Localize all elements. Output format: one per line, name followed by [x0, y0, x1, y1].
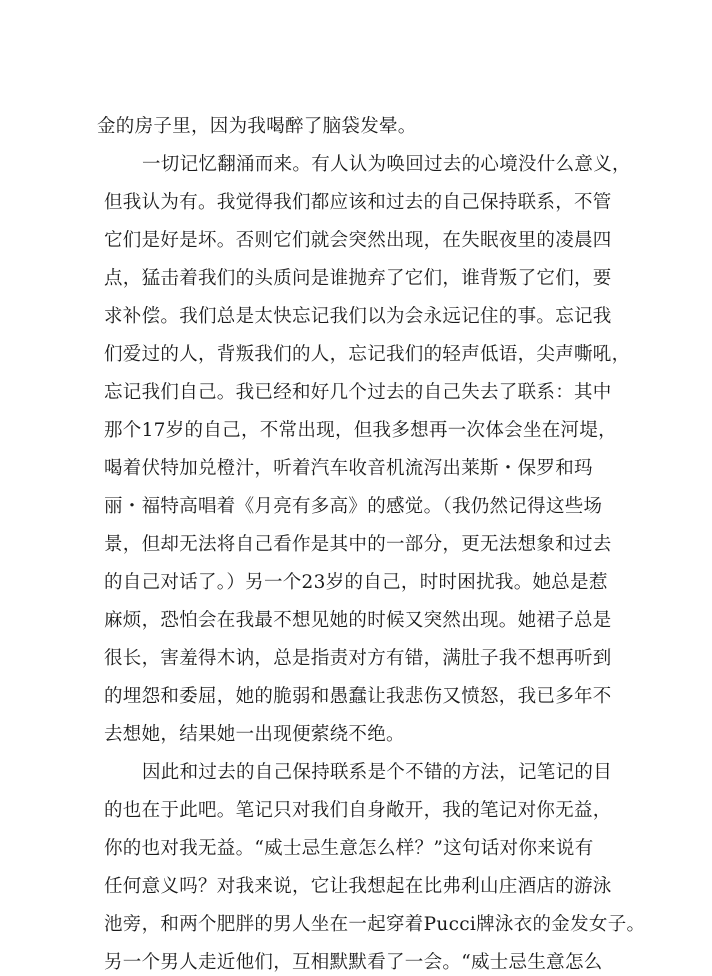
text-line: 一切记忆翻涌而来。有人认为唤回过去的心境没什么意义，	[142, 154, 631, 175]
text-line: 任何意义吗？对我来说，它让我想起在比弗利山庄酒店的游泳	[104, 876, 612, 897]
text-line: 另一个男人走近他们，互相默默看了一会。“威士忌生意怎么	[104, 952, 603, 973]
text-line: 景，但却无法将自己看作是其中的一部分，更无法想象和过去	[104, 534, 612, 555]
text-line: 你的也对我无益。“威士忌生意怎么样？”这句话对你来说有	[104, 838, 594, 859]
text-line: 那个17岁的自己，不常出现，但我多想再一次体会坐在河堤，	[104, 420, 617, 441]
text-line: 忘记我们自己。我已经和好几个过去的自己失去了联系：其中	[104, 382, 612, 403]
text-line: 的自己对话了。）另一个23岁的自己，时时困扰我。她总是惹	[104, 572, 608, 593]
text-line: 因此和过去的自己保持联系是个不错的方法，记笔记的目	[142, 762, 613, 783]
text-line: 它们是好是坏。否则它们就会突然出现，在失眠夜里的凌晨四	[104, 230, 612, 251]
text-line: 去想她，结果她一出现便萦绕不绝。	[104, 724, 405, 745]
text-line: 但我认为有。我觉得我们都应该和过去的自己保持联系，不管	[104, 192, 612, 213]
text-line: 喝着伏特加兑橙汁，听着汽车收音机流泻出莱斯・保罗和玛	[104, 458, 593, 479]
text-line: 丽・福特高唱着《月亮有多高》的感觉。（我仍然记得这些场	[104, 496, 603, 517]
text-line: 求补偿。我们总是太快忘记我们以为会永远记住的事。忘记我	[104, 306, 612, 327]
text-line: 麻烦，恐怕会在我最不想见她的时候又突然出现。她裙子总是	[104, 610, 612, 631]
text-line: 们爱过的人，背叛我们的人，忘记我们的轻声低语，尖声嘶吼，	[104, 344, 631, 365]
text-line: 的埋怨和委屈，她的脆弱和愚蠢让我悲伤又愤怒，我已多年不	[104, 686, 612, 707]
text-line: 的也在于此吧。笔记只对我们自身敞开，我的笔记对你无益，	[104, 800, 612, 821]
text-line: 金的房子里，因为我喝醉了脑袋发晕。	[97, 116, 417, 137]
text-line: 池旁，和两个肥胖的男人坐在一起穿着Pucci牌泳衣的金发女子。	[104, 914, 646, 935]
text-line: 点，猛击着我们的头质问是谁抛弃了它们，谁背叛了它们，要	[104, 268, 612, 289]
text-line: 很长，害羞得木讷，总是指责对方有错，满肚子我不想再听到	[104, 648, 612, 669]
